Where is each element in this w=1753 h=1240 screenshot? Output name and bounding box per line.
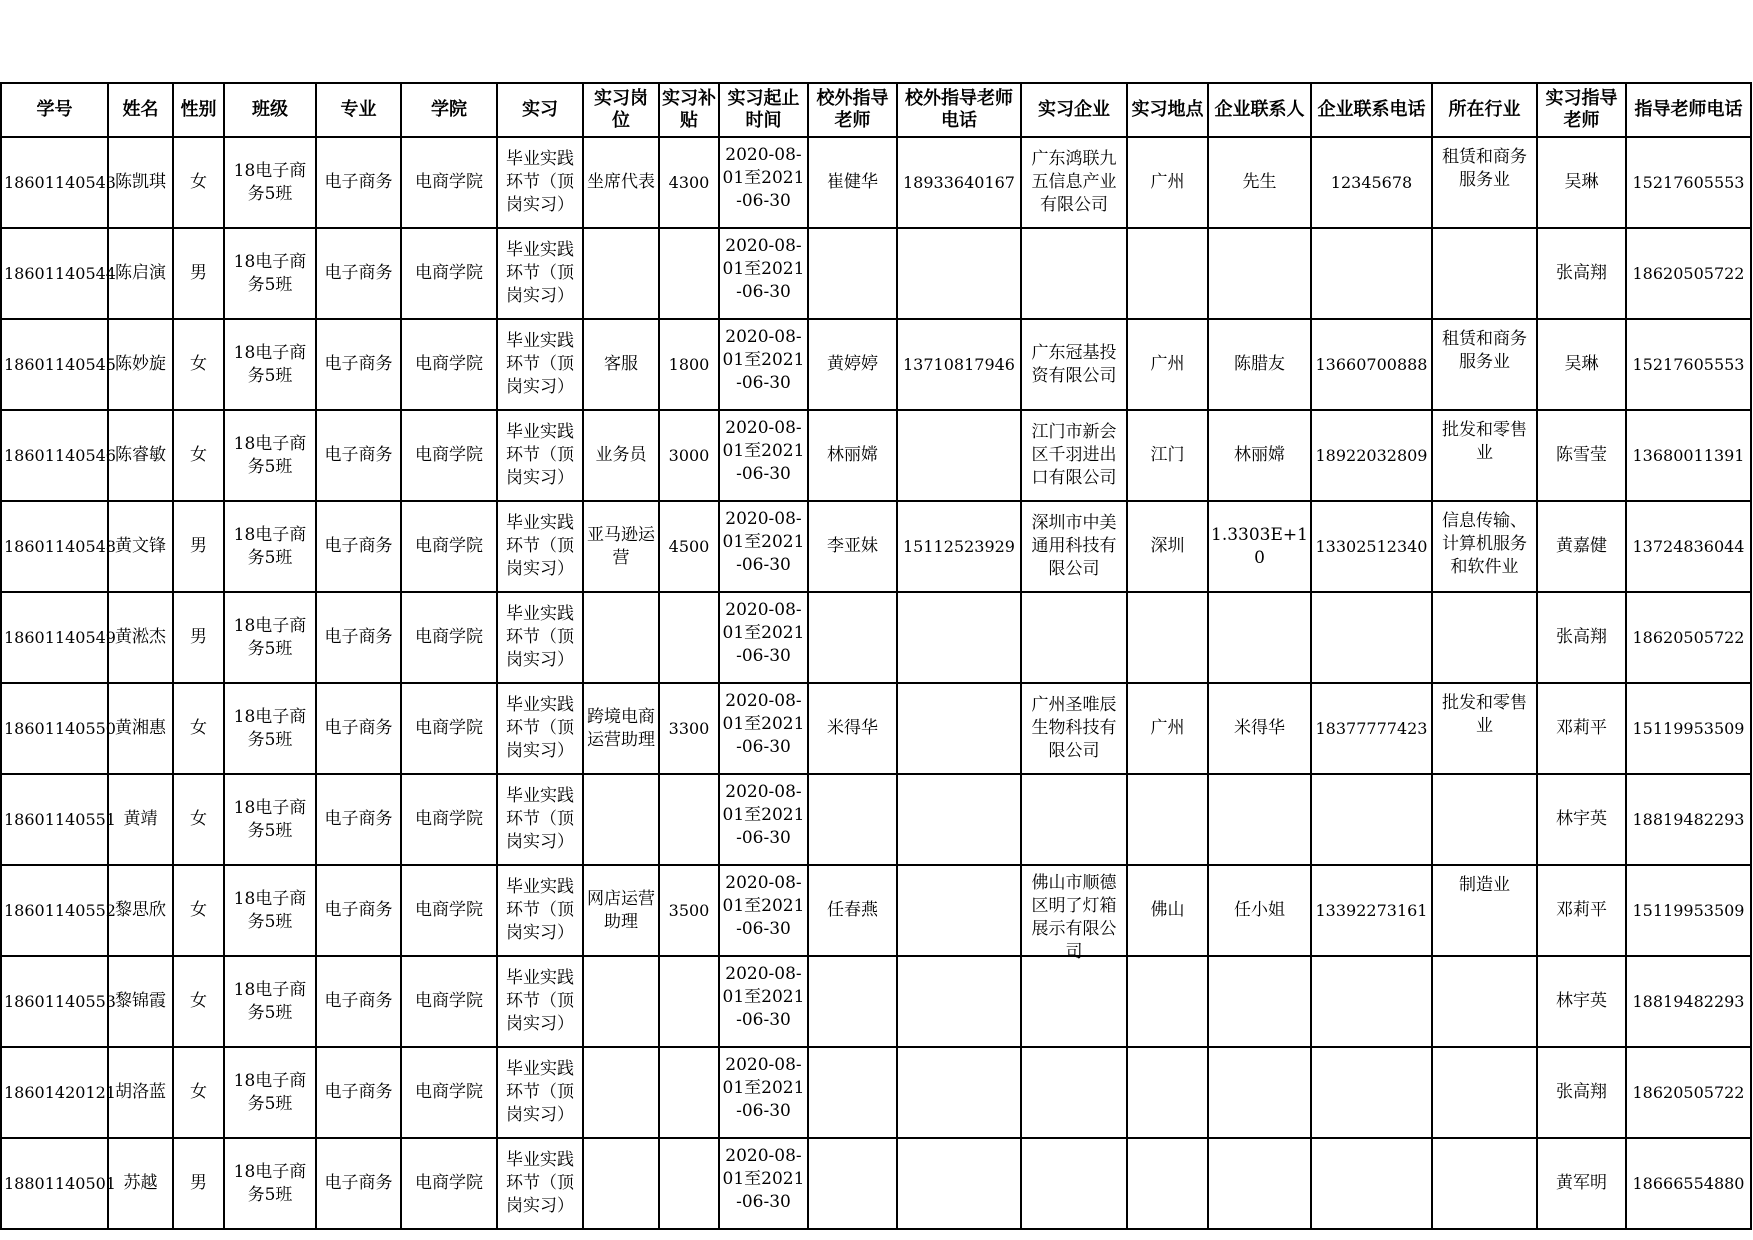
cell-class: 18电子商务5班 [224,956,316,1047]
column-header-internship: 实习 [497,83,583,137]
cell-advisor-phone: 15119953509 [1626,865,1751,956]
cell-student-id: 18601140546 [1,410,108,501]
cell-class: 18电子商务5班 [224,865,316,956]
column-header-subsidy: 实习补贴 [659,83,719,137]
cell-college: 电商学院 [401,774,497,865]
cell-period [719,956,808,1047]
cell-external-advisor [808,228,897,319]
cell-company [1021,592,1127,683]
cell-external-advisor [808,956,897,1047]
cell-company [1021,410,1127,501]
cell-external-advisor: 李亚妹 [808,501,897,592]
cell-major: 电子商务 [316,1138,401,1229]
cell-major: 电子商务 [316,319,401,410]
cell-company-contact: 陈腊友 [1208,319,1311,410]
cell-subsidy: 1800 [659,319,719,410]
cell-internship: 毕业实践环节（顶岗实习） [497,956,583,1047]
cell-location [1127,1047,1208,1138]
cell-advisor-phone: 15217605553 [1626,319,1751,410]
cell-external-advisor-phone [897,683,1021,774]
table-row [1,1047,1751,1138]
cell-gender: 男 [173,1138,224,1229]
table-row [1,1138,1751,1229]
cell-major: 电子商务 [316,1047,401,1138]
column-header-external-advisor: 校外指导老师 [808,83,897,137]
table-row [1,501,1751,592]
cell-period [719,592,808,683]
cell-external-advisor-phone [897,956,1021,1047]
cell-name: 黎锦霞 [108,956,173,1047]
cell-advisor-phone: 15217605553 [1626,137,1751,228]
column-header-class: 班级 [224,83,316,137]
cell-industry: 批发和零售业 [1432,683,1537,774]
cell-college: 电商学院 [401,683,497,774]
cell-position [583,592,659,683]
cell-subsidy [659,774,719,865]
cell-major: 电子商务 [316,956,401,1047]
company-text: 广东鸿联九五信息产业有限公司 [1031,149,1117,215]
cell-subsidy: 3300 [659,683,719,774]
cell-class: 18电子商务5班 [224,592,316,683]
cell-company-contact [1208,228,1311,319]
cell-industry [1432,592,1537,683]
column-header-advisor: 实习指导老师 [1537,83,1626,137]
cell-subsidy [659,1047,719,1138]
cell-gender: 女 [173,774,224,865]
column-header-company-contact: 企业联系人 [1208,83,1311,137]
cell-external-advisor-phone [897,592,1021,683]
cell-college: 电商学院 [401,865,497,956]
cell-advisor: 林宇英 [1537,774,1626,865]
cell-external-advisor-phone [897,228,1021,319]
cell-external-advisor-phone [897,1047,1021,1138]
internship-table [0,82,1752,1230]
cell-location [1127,774,1208,865]
cell-company-phone [1311,1138,1432,1229]
cell-college: 电商学院 [401,501,497,592]
cell-industry: 批发和零售业 [1432,410,1537,501]
cell-external-advisor [808,592,897,683]
cell-subsidy: 3500 [659,865,719,956]
cell-college: 电商学院 [401,137,497,228]
cell-company-phone [1311,592,1432,683]
cell-external-advisor: 林丽嫦 [808,410,897,501]
period-text: 2020-08-01至2021-06-30 [722,326,805,393]
cell-name: 陈睿敏 [108,410,173,501]
table-row [1,774,1751,865]
cell-gender: 男 [173,228,224,319]
cell-name: 黄靖 [108,774,173,865]
period-text: 2020-08-01至2021-06-30 [722,1054,805,1121]
cell-position [583,774,659,865]
cell-student-id: 18601140548 [1,501,108,592]
cell-name: 陈启演 [108,228,173,319]
cell-position [583,1047,659,1138]
cell-company [1021,137,1127,228]
column-header-position: 实习岗位 [583,83,659,137]
cell-internship: 毕业实践环节（顶岗实习） [497,683,583,774]
cell-college: 电商学院 [401,319,497,410]
cell-major: 电子商务 [316,683,401,774]
cell-major: 电子商务 [316,501,401,592]
cell-class: 18电子商务5班 [224,501,316,592]
period-text: 2020-08-01至2021-06-30 [722,508,805,575]
column-header-period: 实习起止时间 [719,83,808,137]
cell-company-phone: 13392273161 [1311,865,1432,956]
cell-company-contact: 先生 [1208,137,1311,228]
cell-position: 跨境电商运营助理 [583,683,659,774]
cell-advisor-phone: 13680011391 [1626,410,1751,501]
cell-advisor: 张高翔 [1537,1047,1626,1138]
period-text: 2020-08-01至2021-06-30 [722,1145,805,1212]
cell-subsidy [659,228,719,319]
cell-company-phone [1311,774,1432,865]
cell-company [1021,228,1127,319]
column-header-location: 实习地点 [1127,83,1208,137]
cell-advisor: 吴琳 [1537,137,1626,228]
cell-name: 苏越 [108,1138,173,1229]
cell-gender: 女 [173,137,224,228]
cell-period [719,774,808,865]
cell-major: 电子商务 [316,410,401,501]
cell-company [1021,774,1127,865]
cell-college: 电商学院 [401,1138,497,1229]
column-header-company-phone: 企业联系电话 [1311,83,1432,137]
cell-company-contact [1208,1138,1311,1229]
cell-name: 黎思欣 [108,865,173,956]
cell-advisor: 张高翔 [1537,592,1626,683]
cell-advisor: 陈雪莹 [1537,410,1626,501]
cell-college: 电商学院 [401,228,497,319]
cell-student-id: 18601420121 [1,1047,108,1138]
cell-internship: 毕业实践环节（顶岗实习） [497,592,583,683]
column-header-advisor-phone: 指导老师电话 [1626,83,1751,137]
cell-external-advisor-phone [897,410,1021,501]
column-header-gender: 性别 [173,83,224,137]
cell-industry: 制造业 [1432,865,1537,956]
cell-student-id: 18601140544 [1,228,108,319]
cell-name: 黄文锋 [108,501,173,592]
cell-location [1127,592,1208,683]
period-text: 2020-08-01至2021-06-30 [722,963,805,1030]
cell-name: 黄淞杰 [108,592,173,683]
cell-position [583,228,659,319]
period-text: 2020-08-01至2021-06-30 [722,235,805,302]
cell-external-advisor: 米得华 [808,683,897,774]
cell-external-advisor-phone: 13710817946 [897,319,1021,410]
cell-location: 佛山 [1127,865,1208,956]
table-row [1,137,1751,228]
cell-company-phone: 13660700888 [1311,319,1432,410]
cell-gender: 女 [173,683,224,774]
internship-sheet [0,82,1752,1230]
company-text: 佛山市顺德区明了灯箱展示有限公司 [1031,872,1117,962]
cell-company [1021,501,1127,592]
cell-company-phone: 12345678 [1311,137,1432,228]
cell-external-advisor [808,1047,897,1138]
period-text: 2020-08-01至2021-06-30 [722,781,805,848]
cell-location: 江门 [1127,410,1208,501]
cell-company-phone [1311,956,1432,1047]
table-row [1,228,1751,319]
cell-period [719,410,808,501]
cell-period [719,319,808,410]
cell-subsidy [659,592,719,683]
cell-student-id: 18601140550 [1,683,108,774]
cell-class: 18电子商务5班 [224,137,316,228]
cell-company-contact: 任小姐 [1208,865,1311,956]
cell-position: 业务员 [583,410,659,501]
cell-gender: 女 [173,319,224,410]
cell-gender: 女 [173,1047,224,1138]
company-text: 深圳市中美通用科技有限公司 [1031,513,1117,579]
cell-major: 电子商务 [316,137,401,228]
cell-subsidy: 4500 [659,501,719,592]
cell-major: 电子商务 [316,774,401,865]
cell-gender: 女 [173,410,224,501]
column-header-external-advisor-phone: 校外指导老师电话 [897,83,1021,137]
cell-industry: 租赁和商务服务业 [1432,319,1537,410]
cell-student-id: 18801140501 [1,1138,108,1229]
cell-internship: 毕业实践环节（顶岗实习） [497,1047,583,1138]
cell-external-advisor: 任春燕 [808,865,897,956]
cell-period [719,1138,808,1229]
period-text: 2020-08-01至2021-06-30 [722,144,805,211]
cell-company-phone [1311,228,1432,319]
cell-company-contact: 1.3303E+10 [1208,501,1311,592]
cell-location: 广州 [1127,683,1208,774]
column-header-major: 专业 [316,83,401,137]
cell-location [1127,1138,1208,1229]
cell-company-contact: 米得华 [1208,683,1311,774]
column-header-student-id: 学号 [1,83,108,137]
cell-advisor: 黄嘉健 [1537,501,1626,592]
cell-subsidy: 3000 [659,410,719,501]
cell-company-phone: 13302512340 [1311,501,1432,592]
cell-company-contact [1208,774,1311,865]
cell-company-phone [1311,1047,1432,1138]
cell-external-advisor-phone [897,1138,1021,1229]
table-row [1,683,1751,774]
cell-external-advisor [808,774,897,865]
cell-industry [1432,1047,1537,1138]
cell-college: 电商学院 [401,1047,497,1138]
cell-company-phone: 18377777423 [1311,683,1432,774]
cell-class: 18电子商务5班 [224,1047,316,1138]
cell-class: 18电子商务5班 [224,319,316,410]
cell-period [719,501,808,592]
cell-position [583,956,659,1047]
cell-gender: 男 [173,592,224,683]
table-row [1,956,1751,1047]
period-text: 2020-08-01至2021-06-30 [722,599,805,666]
cell-subsidy: 4300 [659,137,719,228]
cell-company [1021,1138,1127,1229]
cell-period [719,228,808,319]
cell-name: 胡洛蓝 [108,1047,173,1138]
cell-advisor: 邓莉平 [1537,865,1626,956]
cell-company [1021,956,1127,1047]
company-text: 广东冠基投资有限公司 [1031,342,1117,386]
cell-internship: 毕业实践环节（顶岗实习） [497,865,583,956]
cell-major: 电子商务 [316,592,401,683]
cell-period [719,683,808,774]
table-row [1,865,1751,956]
cell-position: 网店运营助理 [583,865,659,956]
cell-name: 陈凯琪 [108,137,173,228]
cell-gender: 女 [173,865,224,956]
cell-advisor-phone: 13724836044 [1626,501,1751,592]
column-header-name: 姓名 [108,83,173,137]
cell-class: 18电子商务5班 [224,410,316,501]
cell-company [1021,319,1127,410]
cell-external-advisor-phone [897,865,1021,956]
cell-internship: 毕业实践环节（顶岗实习） [497,774,583,865]
cell-advisor-phone: 18819482293 [1626,956,1751,1047]
cell-location [1127,228,1208,319]
cell-advisor-phone: 18819482293 [1626,774,1751,865]
cell-external-advisor [808,1138,897,1229]
cell-advisor-phone: 18620505722 [1626,228,1751,319]
cell-company [1021,683,1127,774]
cell-industry [1432,774,1537,865]
cell-industry: 信息传输、计算机服务和软件业 [1432,501,1537,592]
company-text: 广州圣唯辰生物科技有限公司 [1031,695,1117,761]
cell-name: 陈妙旋 [108,319,173,410]
cell-company-contact [1208,592,1311,683]
cell-period [719,1047,808,1138]
cell-gender: 男 [173,501,224,592]
cell-advisor-phone: 18620505722 [1626,592,1751,683]
cell-external-advisor: 崔健华 [808,137,897,228]
cell-company-phone: 18922032809 [1311,410,1432,501]
cell-advisor: 黄军明 [1537,1138,1626,1229]
cell-position: 坐席代表 [583,137,659,228]
cell-position: 亚马逊运营 [583,501,659,592]
cell-internship: 毕业实践环节（顶岗实习） [497,319,583,410]
cell-company-contact [1208,956,1311,1047]
cell-internship: 毕业实践环节（顶岗实习） [497,410,583,501]
cell-advisor: 林宇英 [1537,956,1626,1047]
cell-external-advisor-phone: 15112523929 [897,501,1021,592]
header-row [1,83,1751,137]
cell-major: 电子商务 [316,865,401,956]
cell-position: 客服 [583,319,659,410]
cell-location: 广州 [1127,319,1208,410]
cell-major: 电子商务 [316,228,401,319]
cell-advisor: 邓莉平 [1537,683,1626,774]
cell-period [719,137,808,228]
cell-advisor: 吴琳 [1537,319,1626,410]
cell-advisor-phone: 18666554880 [1626,1138,1751,1229]
cell-industry [1432,228,1537,319]
cell-college: 电商学院 [401,592,497,683]
cell-company-contact [1208,1047,1311,1138]
column-header-company: 实习企业 [1021,83,1127,137]
cell-industry: 租赁和商务服务业 [1432,137,1537,228]
cell-external-advisor-phone [897,774,1021,865]
cell-class: 18电子商务5班 [224,228,316,319]
cell-class: 18电子商务5班 [224,1138,316,1229]
table-header [1,83,1751,137]
period-text: 2020-08-01至2021-06-30 [722,690,805,757]
cell-student-id: 18601140552 [1,865,108,956]
period-text: 2020-08-01至2021-06-30 [722,417,805,484]
company-text: 江门市新会区千羽进出口有限公司 [1031,422,1117,488]
cell-company [1021,1047,1127,1138]
cell-advisor-phone: 18620505722 [1626,1047,1751,1138]
cell-external-advisor-phone: 18933640167 [897,137,1021,228]
cell-student-id: 18601140553 [1,956,108,1047]
cell-internship: 毕业实践环节（顶岗实习） [497,137,583,228]
cell-subsidy [659,1138,719,1229]
cell-location: 深圳 [1127,501,1208,592]
table-row [1,592,1751,683]
cell-period [719,865,808,956]
cell-subsidy [659,956,719,1047]
period-text: 2020-08-01至2021-06-30 [722,872,805,939]
table-row [1,319,1751,410]
table-body [1,137,1751,1229]
cell-gender: 女 [173,956,224,1047]
cell-college: 电商学院 [401,410,497,501]
cell-student-id: 18601140551 [1,774,108,865]
cell-company [1021,865,1127,962]
cell-position [583,1138,659,1229]
column-header-college: 学院 [401,83,497,137]
cell-internship: 毕业实践环节（顶岗实习） [497,501,583,592]
cell-college: 电商学院 [401,956,497,1047]
cell-industry [1432,956,1537,1047]
cell-name: 黄湘惠 [108,683,173,774]
cell-student-id: 18601140543 [1,137,108,228]
cell-external-advisor: 黄婷婷 [808,319,897,410]
cell-company-contact: 林丽嫦 [1208,410,1311,501]
cell-internship: 毕业实践环节（顶岗实习） [497,228,583,319]
cell-advisor-phone: 15119953509 [1626,683,1751,774]
cell-student-id: 18601140545 [1,319,108,410]
cell-class: 18电子商务5班 [224,774,316,865]
cell-industry [1432,1138,1537,1229]
cell-location: 广州 [1127,137,1208,228]
table-row [1,410,1751,501]
cell-student-id: 18601140549 [1,592,108,683]
column-header-industry: 所在行业 [1432,83,1537,137]
cell-class: 18电子商务5班 [224,683,316,774]
cell-advisor: 张高翔 [1537,228,1626,319]
cell-internship: 毕业实践环节（顶岗实习） [497,1138,583,1229]
cell-location [1127,956,1208,1047]
